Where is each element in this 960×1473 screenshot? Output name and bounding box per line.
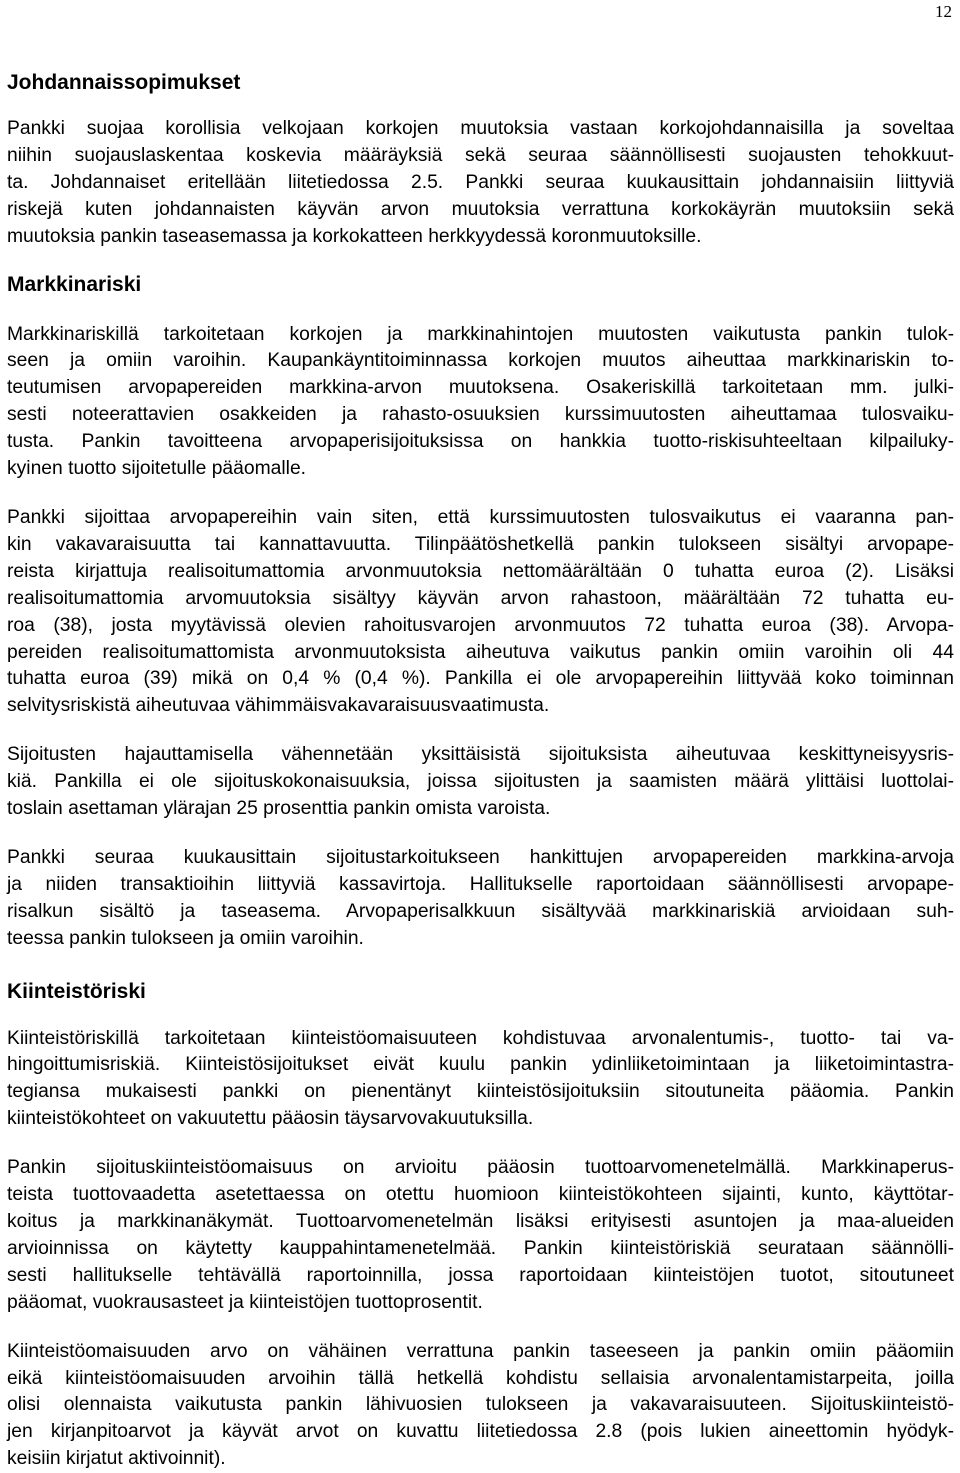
text-line: pääomat, vuokrausasteet ja kiinteistöjen tuottoprosentit. [7, 1291, 483, 1313]
paragraph [7, 845, 954, 953]
text-line: Kiinteistöriskillä tarkoitetaan kiinteistöomaisuuteen kohdistuvaa arvonalentumis-, tuotto- tai va- [7, 1027, 954, 1049]
text-line: jen kirjanpitoarvot ja käyvät arvot on kuvattu liitetiedossa 2.8 (pois lukien aineettomin hyödyk- [7, 1421, 954, 1443]
paragraph [7, 505, 954, 720]
text-line: tusta. Pankin tavoitteena arvopaperisijoituksissa on hankkia tuotto-riskisuhteeltaan kilpailuky- [7, 431, 954, 453]
text-line: kiinteistökohteet on vakuutettu pääosin täysarvovakuutuksilla. [7, 1108, 534, 1130]
text-line: seen ja omiin varoihin. Kaupankäyntitoiminnassa korkojen muutos aiheuttaa markkinariskin to- [7, 350, 954, 372]
text-line: realisoitumattomia arvomuutoksia sisältyy käyvän arvon rahastoon, määrältään 72 tuhatta eu- [7, 587, 954, 609]
text-line: sesti hallitukselle tehtävällä raportoinnilla, jossa raportoidaan kiinteistöjen tuotot, sitoutuneet [7, 1264, 954, 1286]
text-line: Pankki seuraa kuukausittain sijoitustarkoitukseen hankittujen arvopapereiden markkina-arvoja [7, 846, 954, 868]
text-line: tuhatta euroa (39) mikä on 0,4 % (0,4 %). Pankilla ei ole arvopapereihin liittyvää koko toiminnan [7, 668, 954, 690]
text-line: pereiden realisoitumattomista arvonmuutoksista aiheutuva vaikutus pankin omiin varoihin oli 44 [7, 641, 954, 663]
text-line: Pankki sijoittaa arvopapereihin vain siten, että kurssimuutosten tulosvaikutus ei vaaranna pan- [7, 506, 954, 528]
text-line: eikä kiinteistöomaisuuden arvoihin tällä hetkellä kohdistu sellaisia arvonalentamistarpeita, joilla [7, 1367, 954, 1389]
text-line: Sijoitusten hajauttamisella vähennetään yksittäisistä sijoituksista aiheutuvaa keskittyneisyysris- [7, 744, 954, 766]
text-line: ta. Johdannaiset eritellään liitetiedossa 2.5. Pankki seuraa kuukausittain johdannaisiin liittyviä [7, 171, 954, 193]
text-line: ja niiden transaktioihin liittyviä kassavirtoja. Hallitukselle raportoidaan säännöllisesti arvopape- [7, 873, 954, 895]
text-line: Pankki suojaa korollisia velkojaan korkojen muutoksia vastaan korkojohdannaisilla ja soveltaa [7, 118, 954, 139]
section-heading-markkinariski: Markkinariski [7, 272, 142, 296]
section-heading-johdannaissopimukset: Johdannaissopimukset [7, 71, 241, 94]
page-number: 12 [935, 2, 952, 21]
text-line: koitus ja markkinanäkymät. Tuottoarvomenetelmän lisäksi erityisesti asuntojen ja maa-alueiden [7, 1211, 954, 1232]
text-line: roa (38), josta myytävissä olevien rahoitusvarojen arvonmuutos 72 tuhatta euroa (38). Arvopa- [7, 614, 954, 636]
text-line: teista tuottovaadetta asetettaessa on otettu huomioon kiinteistökohteen sijainti, kunto, käyttötar- [7, 1184, 954, 1206]
section-heading-kiinteistoriski: Kiinteistöriski [7, 979, 146, 1003]
text-line: kyinen tuotto sijoitetulle pääomalle. [7, 458, 307, 480]
text-line: Kiinteistöomaisuuden arvo on vähäinen verrattuna pankin taseeseen ja pankin omiin pääomiin [7, 1340, 954, 1362]
text-line: Pankin sijoituskiinteistöomaisuus on arvioitu pääosin tuottoarvomenetelmällä. Markkinaperus- [7, 1157, 954, 1179]
text-line: muutoksia pankin taseasemassa ja korkokatteen herkkyydessä koronmuutoksille. [7, 225, 702, 247]
text-line: kin vakavaraisuutta tai kannattavuutta. Tilinpäätöshetkellä pankin tulokseen sisältyi arvopape- [7, 533, 954, 555]
text-line: olisi olennaista vaikutusta pankin lähivuosien tulokseen ja vakavaraisuuteen. Sijoituskiinteistö- [7, 1394, 954, 1416]
text-line: sesti noteerattavien osakkeiden ja rahasto-osuuksien kurssimuutosten aiheuttamaa tulosvaiku- [7, 404, 954, 426]
text-line: kiä. Pankilla ei ole sijoituskokonaisuuksia, joissa sijoitusten ja saamisten määrä ylittäisi luottolai- [7, 771, 954, 793]
text-line: reista kirjattuja realisoitumattomia arvonmuutoksia nettomäärältään 0 tuhatta euroa (2). Lisäksi [7, 560, 954, 582]
text-line: teutumisen arvopapereiden markkina-arvon muutoksena. Osakeriskillä tarkoitetaan mm. julki- [7, 377, 954, 399]
text-line: selvitysriskistä aiheutuvaa vähimmäisvakavaraisuusvaatimusta. [7, 695, 550, 717]
paragraph [7, 116, 954, 251]
paragraph [7, 742, 954, 823]
paragraph [7, 322, 954, 483]
document-body [7, 68, 954, 1473]
text-line: Markkinariskillä tarkoitetaan korkojen ja markkinahintojen muutosten vaikutusta pankin tulok- [7, 323, 954, 345]
text-line: keisiin kirjatut aktivoinnit). [7, 1448, 226, 1470]
text-line: riskejä kuten johdannaisten käyvän arvon muutoksia verrattuna korkokäyrän muutoksiin sekä [7, 198, 954, 220]
paragraph [7, 1026, 954, 1134]
text-line: hingoittumisriskiä. Kiinteistösijoitukset eivät kuulu pankin ydinliiketoimintaan ja liiketoimintastra- [7, 1054, 954, 1076]
text-line: tegiansa mukaisesti pankki on pienentänyt kiinteistösijoituksiin sitoutuneita pääomia. Pankin [7, 1081, 954, 1103]
text-line: niihin suojauslaskentaa koskevia määräyksiä sekä seuraa säännöllisesti suojausten tehokkuut- [7, 144, 954, 166]
text-line: teessa pankin tulokseen ja omiin varoihin. [7, 927, 364, 949]
text-line: toslain asettaman ylärajan 25 prosenttia pankin omista varoista. [7, 798, 551, 820]
paragraph [7, 1155, 954, 1316]
text-line: arvioinnissa on käytetty kauppahintamenetelmää. Pankin kiinteistöriskiä seurataan säännölli- [7, 1237, 954, 1259]
paragraph [7, 1339, 954, 1473]
text-line: risalkun sisältö ja taseasema. Arvopaperisalkkuun sisältyvää markkinariskiä arvioidaan suh- [7, 900, 954, 922]
